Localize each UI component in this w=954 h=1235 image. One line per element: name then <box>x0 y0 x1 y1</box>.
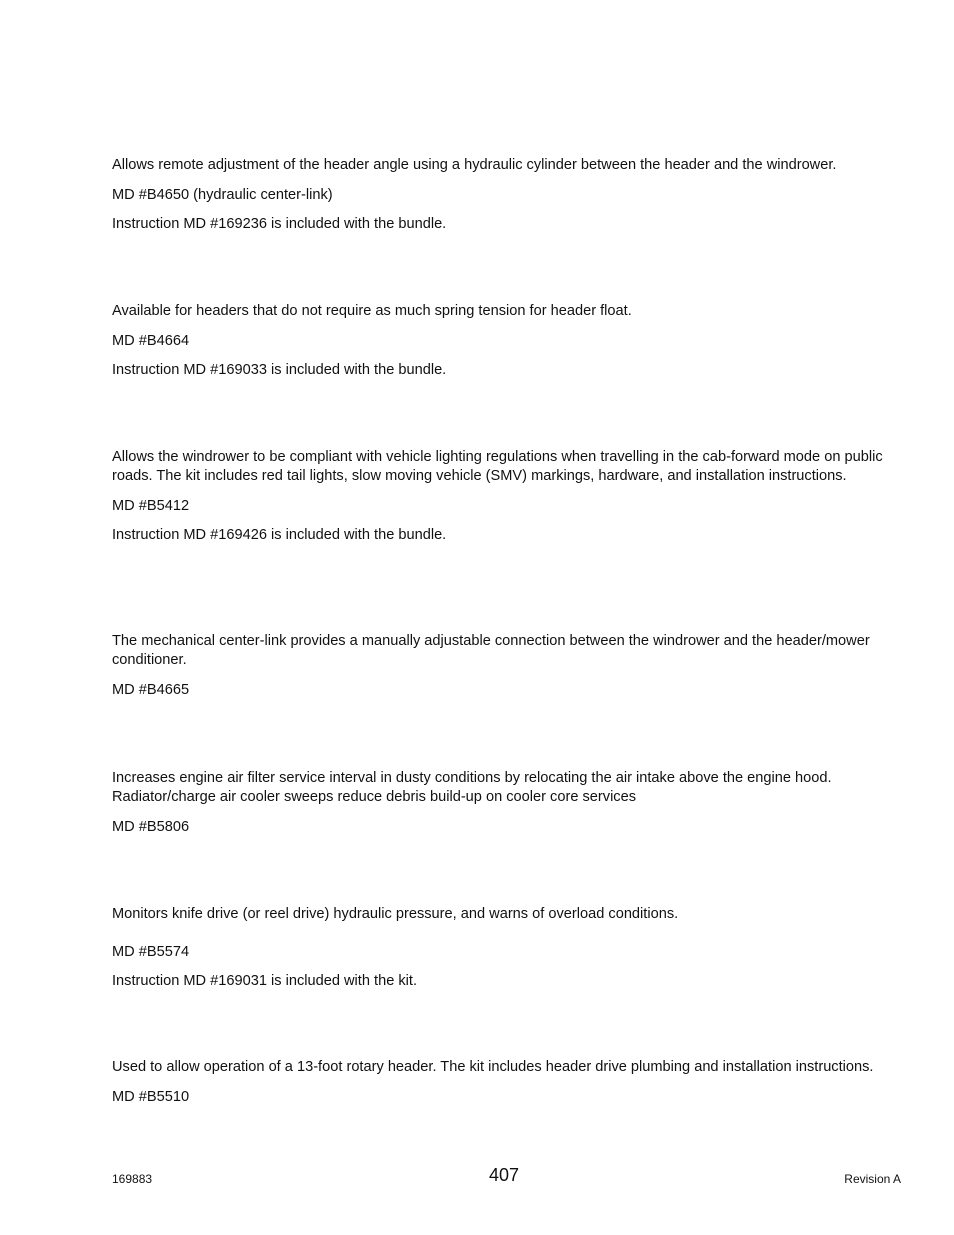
instruction-note: Instruction MD #169033 is included with the bundle. <box>112 362 447 378</box>
accessory-lighting-kit <box>112 448 902 545</box>
description: Increases engine air filter service interval in dusty conditions by relocating the air intake above the engine hood. Radiator/charge air cooler sweeps reduce debris build-up on cooler core services <box>112 770 832 805</box>
description: Used to allow operation of a 13-foot rotary header. The kit includes header drive plumbing and installation instructions. <box>112 1059 874 1075</box>
description: Allows the windrower to be compliant with vehicle lighting regulations when travelling in the cab-forward mode on public roads. The kit includes red tail lights, slow moving vehicle (SMV) markings, hardware, and installation instructions. <box>112 449 883 484</box>
accessory-rotary-header-kit <box>112 1058 902 1117</box>
instruction-note: Instruction MD #169236 is included with the bundle. <box>112 216 447 232</box>
accessory-float-spring <box>112 302 902 380</box>
part-number: MD #B5510 <box>112 1089 190 1105</box>
footer-revision: Revision A <box>844 1172 901 1186</box>
part-number: MD #B5412 <box>112 498 190 514</box>
instruction-note: Instruction MD #169031 is included with the kit. <box>112 973 418 989</box>
description: Allows remote adjustment of the header angle using a hydraulic cylinder between the header and the windrower. <box>112 157 837 173</box>
accessory-air-intake <box>112 769 902 847</box>
part-number: MD #B4664 <box>112 333 190 349</box>
part-number: MD #B5806 <box>112 819 190 835</box>
description: Monitors knife drive (or reel drive) hydraulic pressure, and warns of overload conditions. <box>112 906 679 922</box>
part-number: MD #B5574 <box>112 944 190 960</box>
part-number: MD #B4665 <box>112 682 190 698</box>
accessory-hydraulic-center-link <box>112 156 902 234</box>
footer-page-number: 407 <box>489 1165 520 1185</box>
instruction-note: Instruction MD #169426 is included with the bundle. <box>112 527 447 543</box>
accessory-pressure-monitor <box>112 905 902 991</box>
accessory-mechanical-center-link <box>112 632 902 710</box>
description: Available for headers that do not require as much spring tension for header float. <box>112 303 632 319</box>
part-number: MD #B4650 (hydraulic center-link) <box>112 187 333 203</box>
footer-doc-number: 169883 <box>112 1172 153 1186</box>
description: The mechanical center-link provides a manually adjustable connection between the windrower and the header/mower conditioner. <box>112 633 870 668</box>
